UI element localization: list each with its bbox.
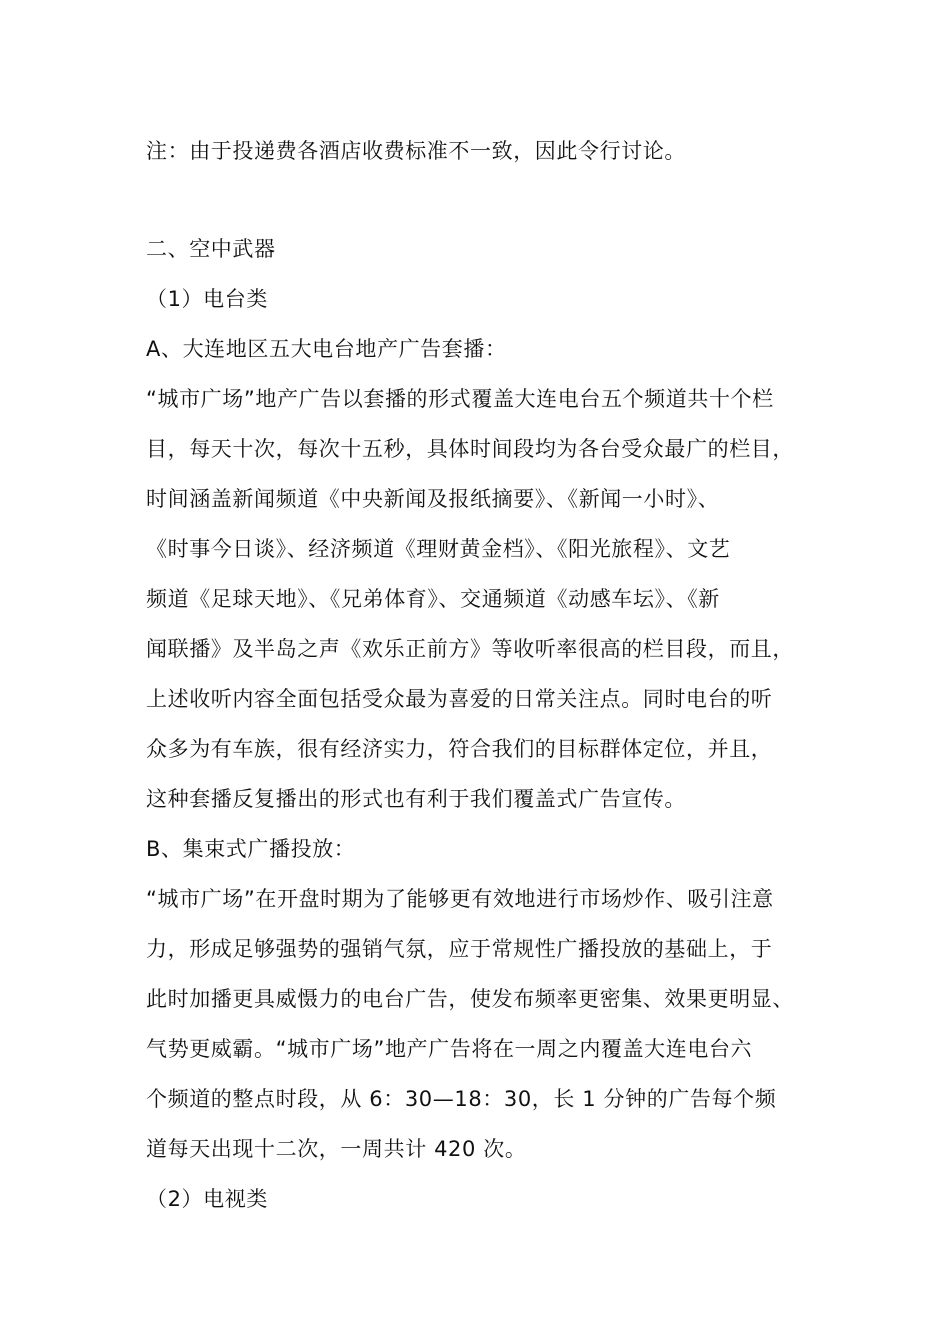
subsection-radio-heading: （1）电台类 — [146, 287, 268, 311]
note-text: 注：由于投递费各酒店收费标准不一致，因此令行讨论。 — [146, 139, 686, 163]
paragraph-line: 闻联播》及半岛之声《欢乐正前方》等收听率很高的栏目段，而且， — [146, 637, 794, 661]
item-a-heading: A、大连地区五大电台地产广告套播： — [146, 337, 507, 361]
paragraph-line: 道每天出现十二次，一周共计 420 次。 — [146, 1137, 527, 1161]
paragraph-line: 此时加播更具威慑力的电台广告，使发布频率更密集、效果更明显、 — [146, 987, 794, 1011]
paragraph-line: 频道《足球天地》、《兄弟体育》、交通频道《动感车坛》、《新 — [146, 587, 720, 611]
paragraph-line: 《时事今日谈》、经济频道《理财黄金档》、《阳光旅程》、文艺 — [146, 537, 731, 561]
section-heading: 二、空中武器 — [146, 237, 276, 261]
paragraph-line: 个频道的整点时段，从 6：30—18：30，长 1 分钟的广告每个频 — [146, 1087, 777, 1111]
paragraph-line: 众多为有车族，很有经济实力，符合我们的目标群体定位，并且， — [146, 737, 773, 761]
paragraph-line: 力，形成足够强势的强销气氛，应于常规性广播投放的基础上，于 — [146, 937, 773, 961]
paragraph-line: 气势更威霸。“城市广场”地产广告将在一周之内覆盖大连电台六 — [146, 1037, 753, 1061]
paragraph-line: “城市广场”在开盘时期为了能够更有效地进行市场炒作、吸引注意 — [146, 887, 774, 911]
subsection-tv-heading: （2）电视类 — [146, 1187, 268, 1211]
paragraph-line: 目，每天十次，每次十五秒，具体时间段均为各台受众最广的栏目， — [146, 437, 794, 461]
paragraph-line: “城市广场”地产广告以套播的形式覆盖大连电台五个频道共十个栏 — [146, 387, 774, 411]
paragraph-line: 时间涵盖新闻频道《中央新闻及报纸摘要》、《新闻一小时》、 — [146, 487, 720, 511]
paragraph-line: 这种套播反复播出的形式也有利于我们覆盖式广告宣传。 — [146, 787, 686, 811]
item-b-heading: B、集束式广播投放： — [146, 837, 356, 861]
paragraph-line: 上述收听内容全面包括受众最为喜爱的日常关注点。同时电台的听 — [146, 687, 773, 711]
